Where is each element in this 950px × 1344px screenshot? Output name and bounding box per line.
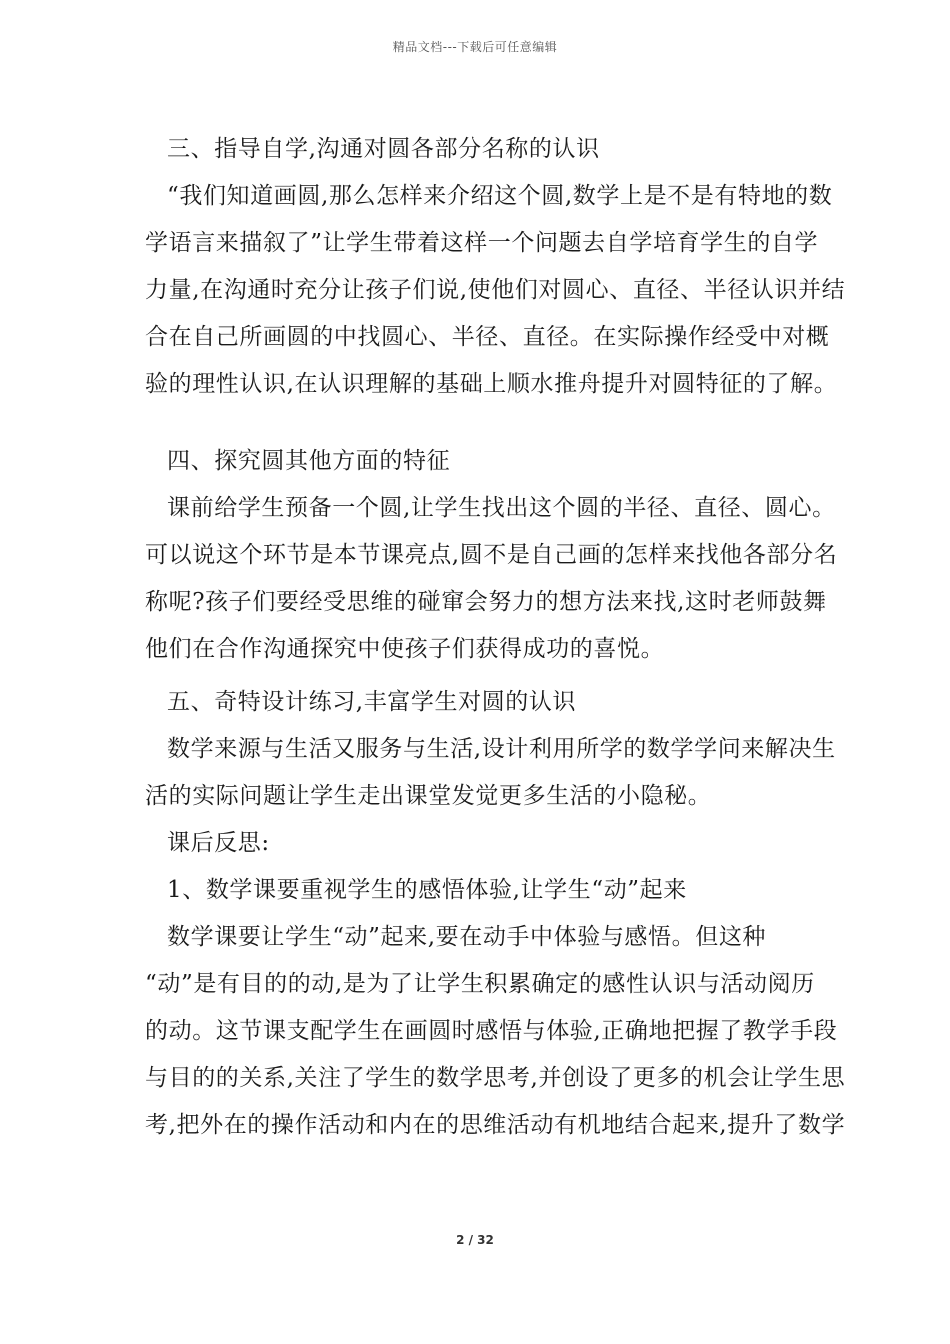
document-body — [145, 126, 846, 1149]
paragraph-line: 与目的的关系,关注了学生的数学思考,并创设了更多的机会让学生思 — [145, 1065, 846, 1091]
page-number: 2 / 32 — [456, 1233, 494, 1247]
paragraph-line: 称呢?孩子们要经受思维的碰窜会努力的想方法来找,这时老师鼓舞 — [145, 589, 827, 615]
paragraph-line: 数学来源与生活又服务与生活,设计利用所学的数学学问来解决生 — [167, 736, 836, 762]
paragraph-line: 合在自己所画圆的中找圆心、半径、直径。在实际操作经受中对概 — [145, 324, 830, 350]
reflection-subheading: 1、数学课要重视学生的感悟体验,让学生“动”起来 — [167, 877, 687, 903]
paragraph-line: 数学课要让学生“动”起来,要在动手中体验与感悟。但这种 — [167, 924, 767, 950]
section-heading-5: 五、奇特设计练习,丰富学生对圆的认识 — [167, 689, 577, 715]
reflection-heading: 课后反思: — [167, 830, 270, 856]
paragraph-line: “动”是有目的的动,是为了让学生积累确定的感性认识与活动阅历 — [145, 971, 815, 997]
paragraph-line: 课前给学生预备一个圆,让学生找出这个圆的半径、直径、圆心。 — [167, 495, 836, 521]
paragraph-line: 力量,在沟通时充分让孩子们说,使他们对圆心、直径、半径认识并结 — [145, 277, 846, 303]
paragraph-line: 学语言来描叙了”让学生带着这样一个问题去自学培育学生的自学 — [145, 230, 819, 256]
page-header: 精品文档---下载后可任意编辑 — [392, 40, 558, 54]
section-heading-4: 四、探究圆其他方面的特征 — [167, 448, 451, 474]
paragraph-line: 的动。这节课支配学生在画圆时感悟与体验,正确地把握了教学手段 — [145, 1018, 838, 1044]
paragraph-line: “我们知道画圆,那么怎样来介绍这个圆,数学上是不是有特地的数 — [167, 183, 833, 209]
paragraph-line: 验的理性认识,在认识理解的基础上顺水推舟提升对圆特征的了解。 — [145, 371, 838, 397]
paragraph-line: 他们在合作沟通探究中使孩子们获得成功的喜悦。 — [145, 636, 665, 662]
paragraph-line: 活的实际问题让学生走出课堂发觉更多生活的小隐秘。 — [145, 783, 712, 809]
paragraph-line: 考,把外在的操作活动和内在的思维活动有机地结合起来,提升了数学 — [145, 1112, 846, 1138]
section-heading-3: 三、指导自学,沟通对圆各部分名称的认识 — [167, 136, 600, 162]
paragraph-line: 可以说这个环节是本节课亮点,圆不是自己画的怎样来找他各部分名 — [145, 542, 838, 568]
